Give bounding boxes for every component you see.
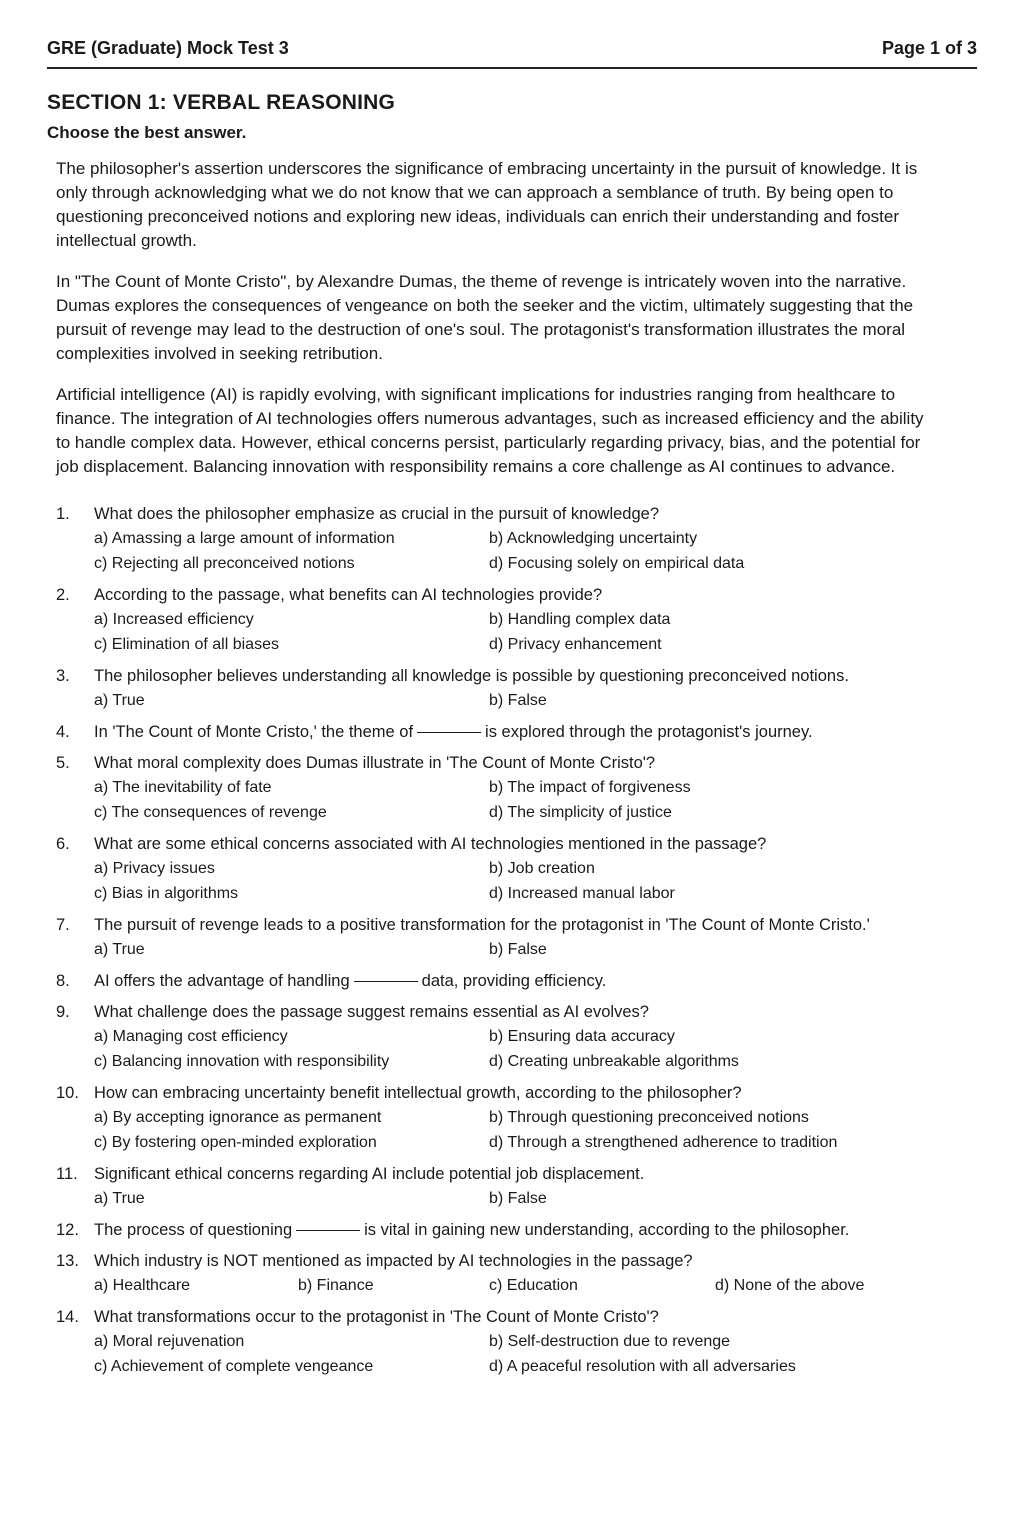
question-text: Which industry is NOT mentioned as impacted by AI technologies in the passage? <box>94 1252 693 1270</box>
answer-options <box>94 1329 977 1379</box>
question-number: 8. <box>56 972 70 990</box>
question-item <box>47 833 977 906</box>
section-title: SECTION 1: VERBAL REASONING <box>47 91 396 114</box>
answer-option: a) Increased efficiency <box>94 611 254 628</box>
question-number: 11. <box>56 1165 78 1183</box>
question-line <box>47 665 977 688</box>
question-text: What challenge does the passage suggest remains essential as AI evolves? <box>94 1003 649 1021</box>
question-number: 13. <box>56 1252 79 1270</box>
answer-option: b) Self-destruction due to revenge <box>489 1333 731 1350</box>
answer-option: c) By fostering open-minded exploration <box>94 1134 377 1151</box>
answer-option: c) Balancing innovation with responsibility <box>94 1053 390 1070</box>
page-header <box>47 38 977 69</box>
answer-option: a) Privacy issues <box>94 860 215 877</box>
question-number: 2. <box>56 586 70 604</box>
question-text: What moral complexity does Dumas illustrate in 'The Count of Monte Cristo'? <box>94 754 656 772</box>
answer-option: b) Handling complex data <box>489 611 671 628</box>
question-text: What are some ethical concerns associated with AI technologies mentioned in the passage? <box>94 835 767 853</box>
answer-options <box>94 1024 977 1074</box>
answer-option: a) True <box>94 692 145 709</box>
answer-options <box>94 607 977 657</box>
question-text-before-blank: In 'The Count of Monte Cristo,' the theme of <box>94 723 414 741</box>
question-item <box>47 1001 977 1074</box>
question-line <box>47 1163 977 1186</box>
answer-option: d) Privacy enhancement <box>489 636 662 653</box>
section-instruction: Choose the best answer. <box>47 123 247 142</box>
question-item <box>47 970 977 993</box>
answer-option: a) True <box>94 941 145 958</box>
question-number: 3. <box>56 667 70 685</box>
answer-option: d) Increased manual labor <box>489 885 675 902</box>
question-item <box>47 1250 977 1298</box>
answer-option: a) Healthcare <box>94 1277 191 1294</box>
test-page <box>47 38 977 1387</box>
answer-option: b) Job creation <box>489 860 595 877</box>
question-text: What transformations occur to the protagonist in 'The Count of Monte Cristo'? <box>94 1308 659 1326</box>
answer-option: c) Bias in algorithms <box>94 885 239 902</box>
question-item <box>47 503 977 576</box>
question-item <box>47 1306 977 1379</box>
answer-option: d) A peaceful resolution with all adversaries <box>489 1358 796 1375</box>
question-line <box>47 1250 977 1273</box>
question-text <box>94 1219 977 1242</box>
passage-philosophy: The philosopher's assertion underscores the significance of embracing uncertainty in the pursuit of knowledge. It is only through acknowledging what we do not know that we can approach a semblance of truth. By being open to questioning preconceived notions and exploring new ideas, individuals can enrich their understanding and foster intellectual growth. <box>56 159 918 250</box>
question-line <box>47 584 977 607</box>
question-line <box>47 503 977 526</box>
answer-option: b) Finance <box>298 1277 374 1294</box>
answer-option: b) False <box>489 692 547 709</box>
question-text-after-blank: data, providing efficiency. <box>421 972 607 990</box>
question-line <box>47 833 977 856</box>
question-text: What does the philosopher emphasize as crucial in the pursuit of knowledge? <box>94 505 659 523</box>
question-number: 9. <box>56 1003 70 1021</box>
answer-option: a) Managing cost efficiency <box>94 1028 288 1045</box>
answer-option: b) Ensuring data accuracy <box>489 1028 675 1045</box>
question-text-after-blank: is vital in gaining new understanding, according to the philosopher. <box>364 1221 850 1239</box>
passage-ai: Artificial intelligence (AI) is rapidly evolving, with significant implications for industries ranging from healthcare to finance. The integration of AI technologies offers numerous advantages, such as increased efficiency and the ability to handle complex data. However, ethical concerns persist, particularly regarding privacy, bias, and the potential for job displacement. Balancing innovation with responsibility remains a core challenge as AI continues to advance. <box>56 385 924 476</box>
answer-option: c) Elimination of all biases <box>94 636 279 653</box>
question-text <box>94 721 977 744</box>
question-text: According to the passage, what benefits can AI technologies provide? <box>94 586 603 604</box>
question-text: Significant ethical concerns regarding AI include potential job displacement. <box>94 1165 645 1183</box>
question-number: 14. <box>56 1308 79 1326</box>
question-item <box>47 914 977 962</box>
question-text: The philosopher believes understanding all knowledge is possible by questioning preconceived notions. <box>94 667 849 685</box>
answer-options <box>94 856 977 906</box>
answer-option: b) Acknowledging uncertainty <box>489 530 698 547</box>
answer-options <box>94 1105 977 1155</box>
question-item <box>47 1082 977 1155</box>
answer-options <box>94 1186 977 1211</box>
answer-option: c) The consequences of revenge <box>94 804 327 821</box>
answer-options <box>94 526 977 576</box>
test-title: GRE (Graduate) Mock Test 3 <box>47 38 289 58</box>
answer-option: c) Rejecting all preconceived notions <box>94 555 355 572</box>
answer-option: c) Education <box>489 1277 578 1294</box>
passage-monte-cristo: In "The Count of Monte Cristo", by Alexandre Dumas, the theme of revenge is intricately woven into the narrative. Dumas explores the consequences of vengeance on both the seeker and the victim, ultimately suggesting that the pursuit of revenge may lead to the destruction of one's soul. The protagonist's transformation illustrates the moral complexities involved in seeking retribution. <box>56 272 914 363</box>
answer-option: b) False <box>489 1190 547 1207</box>
question-number: 4. <box>56 723 70 741</box>
answer-options <box>94 775 977 825</box>
question-line <box>47 1001 977 1024</box>
answer-blank <box>417 732 481 733</box>
question-text <box>94 970 977 993</box>
question-item <box>47 752 977 825</box>
question-list <box>47 503 977 1379</box>
question-number: 1. <box>56 505 70 523</box>
question-number: 10. <box>56 1084 79 1102</box>
question-text-after-blank: is explored through the protagonist's journey. <box>485 723 813 741</box>
question-number: 5. <box>56 754 70 772</box>
answer-option: d) The simplicity of justice <box>489 804 672 821</box>
question-line <box>47 752 977 775</box>
answer-option: d) Creating unbreakable algorithms <box>489 1053 739 1070</box>
answer-option: b) The impact of forgiveness <box>489 779 691 796</box>
answer-option: c) Achievement of complete vengeance <box>94 1358 374 1375</box>
answer-option: a) The inevitability of fate <box>94 779 272 796</box>
question-item <box>47 721 977 744</box>
answer-blank <box>354 981 418 982</box>
question-line <box>47 1082 977 1105</box>
answer-option: a) Moral rejuvenation <box>94 1333 245 1350</box>
answer-option: d) Through a strengthened adherence to tradition <box>489 1134 838 1151</box>
question-number: 6. <box>56 835 70 853</box>
question-item <box>47 665 977 713</box>
question-text: The pursuit of revenge leads to a positive transformation for the protagonist in 'The Count of Monte Cristo.' <box>94 916 870 934</box>
question-item <box>47 1163 977 1211</box>
question-number: 7. <box>56 916 70 934</box>
answer-option: b) False <box>489 941 547 958</box>
question-number: 12. <box>56 1221 79 1239</box>
question-line <box>47 914 977 937</box>
question-line <box>47 1306 977 1329</box>
question-item <box>47 584 977 657</box>
answer-option: a) By accepting ignorance as permanent <box>94 1109 382 1126</box>
answer-option: a) True <box>94 1190 145 1207</box>
answer-option: d) Focusing solely on empirical data <box>489 555 745 572</box>
question-line <box>47 721 977 744</box>
answer-options <box>94 937 977 962</box>
page-number: Page 1 of 3 <box>881 38 977 58</box>
answer-options <box>94 1273 977 1298</box>
question-text: How can embracing uncertainty benefit intellectual growth, according to the philosopher? <box>94 1084 742 1102</box>
answer-option: b) Through questioning preconceived notions <box>489 1109 809 1126</box>
question-text-before-blank: The process of questioning <box>94 1221 293 1239</box>
question-text-before-blank: AI offers the advantage of handling <box>94 972 350 990</box>
answer-option: d) None of the above <box>715 1277 865 1294</box>
question-item <box>47 1219 977 1242</box>
question-line <box>47 970 977 993</box>
question-line <box>47 1219 977 1242</box>
answer-options <box>94 688 977 713</box>
answer-option: a) Amassing a large amount of information <box>94 530 395 547</box>
answer-blank <box>296 1230 360 1231</box>
